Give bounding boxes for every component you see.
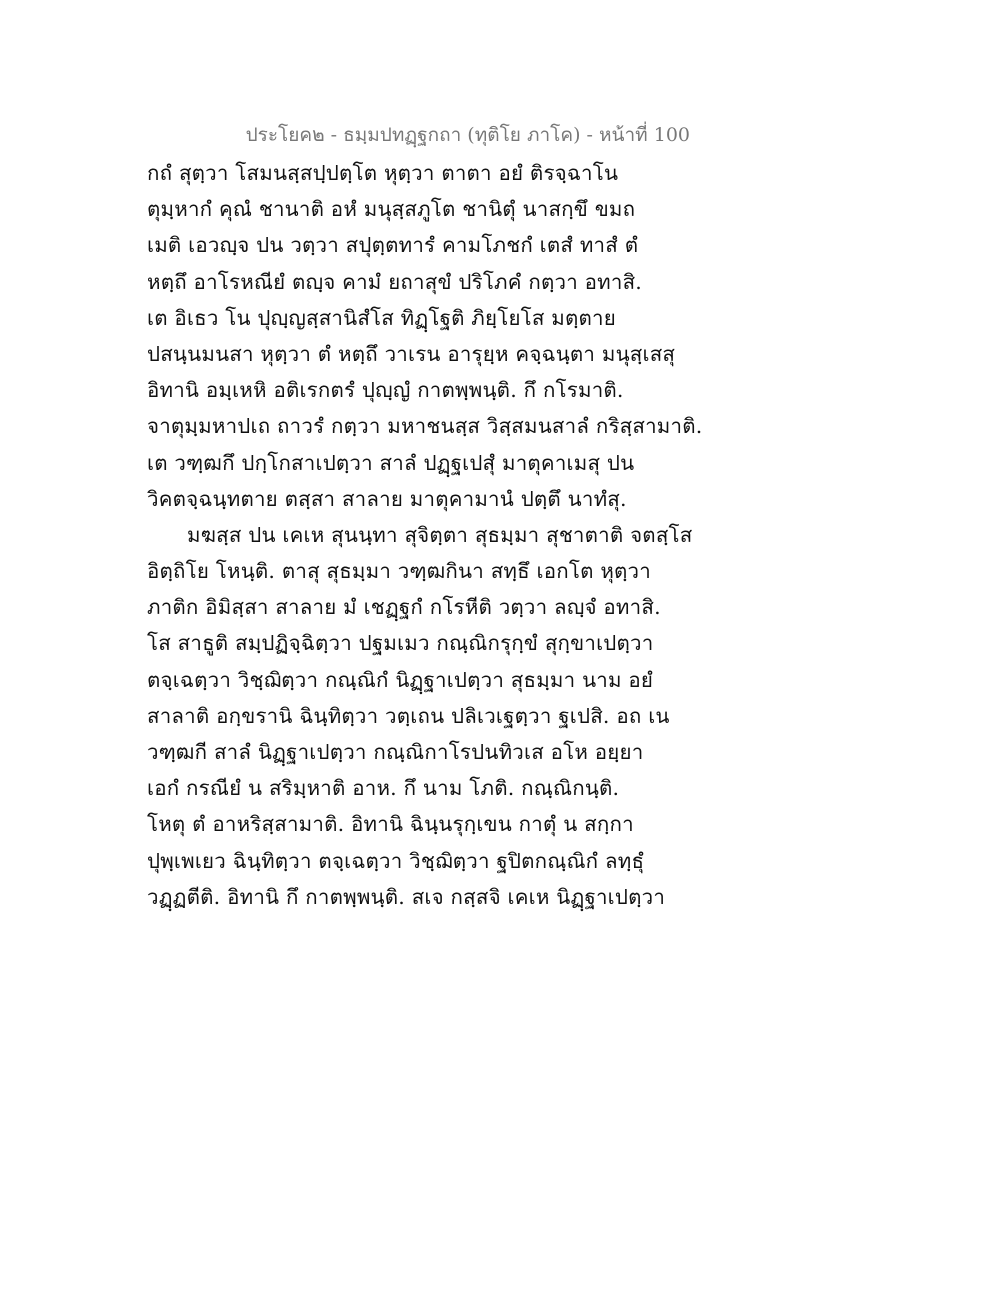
- text-line: ตุมฺหากํ คุณํ ชานาติ อหํ มนุสฺสภูโต ชานิตุํ นาสกฺขึ ขมถ: [147, 197, 636, 222]
- running-header: ประโยค๒ - ธมฺมปทฏฺฐกถา (ทุติโย ภาโค) - หน้าที่ 100: [245, 124, 690, 146]
- text-line: วฑฺฒกี สาลํ นิฏฺฐาเปตฺวา กณฺณิกาโรปนทิวเส อโห อยฺยา: [147, 740, 644, 764]
- text-line: กถํ สุตฺวา โสมนสฺสปฺปตฺโต หุตฺวา ตาตา อยํ ติรจฺฉาโน: [147, 161, 619, 185]
- text-line: วฏฺฏตีติ. อิทานิ กึ กาตพฺพนฺติ. สเจ กสฺสจิ เคเห นิฏฺฐาเปตฺวา: [147, 884, 666, 909]
- text-line: ปุพฺเพเยว ฉินฺทิตฺวา ตจฺเฉตฺวา วิชฺฌิตฺวา ฐปิตกณฺณิกํ ลทฺธุํ: [147, 848, 645, 873]
- text-line: วิคตจฺฉนฺทตาย ตสฺสา สาลาย มาตุคามานํ ปตฺตึ นาทํสุ.: [147, 486, 627, 511]
- text-line: อิตฺถิโย โหนฺติ. ตาสุ สุธมฺมา วฑฺฒกินา สทฺธึ เอกโต หุตฺวา: [147, 559, 651, 584]
- text-line: เต วฑฺฒกึ ปกฺโกสาเปตฺวา สาลํ ปฏฺฐเปสุํ มาตุคาเมสุ ปน: [147, 450, 635, 475]
- text-line: จาตุมฺมหาปเถ ถาวรํ กตฺวา มหาชนสฺส วิสฺสมนสาลํ กริสฺสามาติ.: [147, 414, 703, 439]
- text-line: เต อิเธว โน ปุญฺญสฺสานิสํโส ทิฏฺโฐติ ภิยฺโยโส มตฺตาย: [147, 305, 616, 330]
- text-line: โส สาธูติ สมฺปฏิจฺฉิตฺวา ปฐมเมว กณฺณิกรุกฺขํ สุกฺขาเปตฺวา: [147, 631, 654, 656]
- paragraph-first-line: มฆสฺส ปน เคเห สุนนฺทา สุจิตฺตา สุธมฺมา สุชาตาติ จตสฺโส: [187, 522, 693, 547]
- text-line: เมติ เอวญฺจ ปน วตฺวา สปุตฺตทารํ คามโภชกํ เตสํ ทาสํ ตํ: [147, 233, 639, 258]
- text-line: เอกํ กรณียํ น สริมฺหาติ อาห. กึ นาม โภติ. กณฺณิกนฺติ.: [147, 776, 620, 801]
- text-line: ตจฺเฉตฺวา วิชฺฌิตฺวา กณฺณิกํ นิฏฺฐาเปตฺวา สุธมฺมา นาม อยํ: [147, 667, 654, 692]
- text-line: อิทานิ อมฺเหหิ อติเรกตรํ ปุญฺญํ กาตพฺพนฺติ. กึ กโรมาติ.: [147, 378, 624, 403]
- text-line: สาลาติ อกฺขรานิ ฉินฺทิตฺวา วตฺเถน ปลิเวเฐตฺวา ฐเปสิ. อถ เน: [147, 703, 670, 728]
- body-text: [147, 155, 707, 915]
- text-line: ภาติก อิมิสฺสา สาลาย มํ เชฏฺฐกํ กโรหีติ วตฺวา ลญฺจํ อทาสิ.: [147, 595, 661, 620]
- text-line: หตฺถึ อาโรหณียํ ตญฺจ คามํ ยถาสุขํ ปริโภคํ กตฺวา อทาสิ.: [147, 269, 643, 294]
- text-line: โหตุ ตํ อาหริสฺสามาติ. อิทานิ ฉินฺนรุกฺเขน กาตุํ น สกฺกา: [147, 812, 634, 837]
- text-line: ปสนฺนมนสา หุตฺวา ตํ หตฺถึ วาเรน อารุยฺห คจฺฉนฺตา มนุสฺเสสุ: [147, 341, 676, 366]
